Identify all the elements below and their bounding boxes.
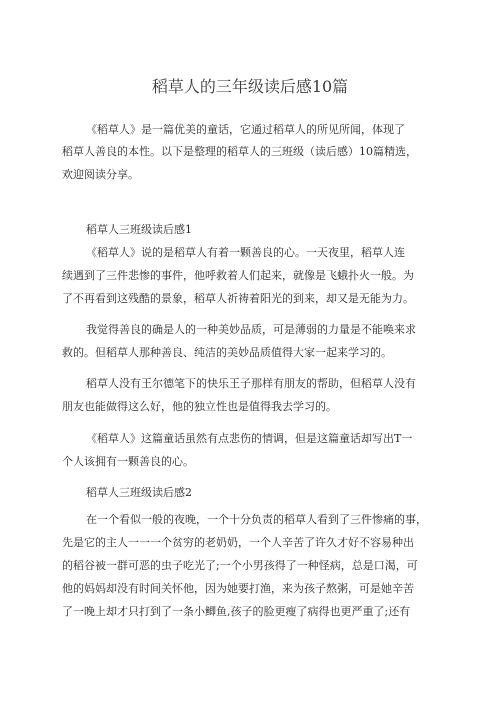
section-2-heading: 稻草人三班级读后感2 — [86, 486, 192, 499]
document-title: 稻草人的三年级读后感10篇 — [151, 77, 349, 96]
section-1-p3-line-2: 朋友也能做得这么好，他的独立性也是值得我去学习的。 — [62, 400, 337, 413]
section-1-p2-line-1: 我觉得善良的确是人的一种美妙品质，可是薄弱的力量是不能唤来求 — [86, 323, 416, 336]
section-2-p1-line-3: 的稻谷被一群可恶的虫子吃光了;一个小男孩得了一种怪病，总是口渴，可 — [62, 559, 418, 572]
section-1-p1-line-3: 了不再看到这残酷的景象，稻草人祈祷着阳光的到来，却又是无能为力。 — [62, 292, 414, 305]
section-2-p1-line-2: 先是它的主人一一一个贫穷的老奶奶，一个人辛苦了许久才好不容易种出 — [62, 536, 414, 549]
section-1-heading: 稻草人三班级读后感1 — [86, 223, 192, 236]
intro-line-1: 《稻草人》是一篇优美的童话，它通过稻草人的所见所闻，体现了 — [86, 123, 405, 136]
section-1-p1-line-2: 续遇到了三件悲惨的事件，他呼救着人们起来，就像是飞蛾扑火一般。为 — [62, 269, 414, 282]
section-1-p4-line-1: 《稻草人》这篇童话虽然有点悲伤的情调，但是这篇童话却写出T一 — [86, 432, 413, 445]
section-2-p1-line-5: 了一晚上却才只打到了一条小鲫鱼,孩子的脸更瘦了病得也更严重了;还有 — [62, 605, 411, 618]
intro-line-3: 欢迎阅读分享。 — [62, 168, 139, 181]
intro-line-2: 稻草人善良的本性。以下是整理的稻草人的三班级（读后感）10篇精选， — [62, 145, 417, 158]
section-2-p1-line-1: 在一个看似一般的夜晚，一个十分负责的稻草人看到了三件惨痛的事， — [86, 513, 427, 526]
section-1-p4-line-2: 个人该拥有一颗善良的心。 — [62, 455, 194, 468]
section-1-p2-line-2: 救的。但稻草人那种善良、纯洁的美妙品质值得大家一起来学习的。 — [62, 346, 392, 359]
section-1-p1-line-1: 《稻草人》说的是稻草人有着一颗善良的心。一天夜里，稻草人连 — [86, 246, 405, 259]
section-1-p3-line-1: 稻草人没有王尔德笔下的快乐王子那样有朋友的帮助，但稻草人没有 — [86, 377, 416, 390]
section-2-p1-line-4: 他的妈妈却没有时间关怀他，因为她要打渔，来为孩子熬粥，可是她辛苦 — [62, 582, 414, 595]
